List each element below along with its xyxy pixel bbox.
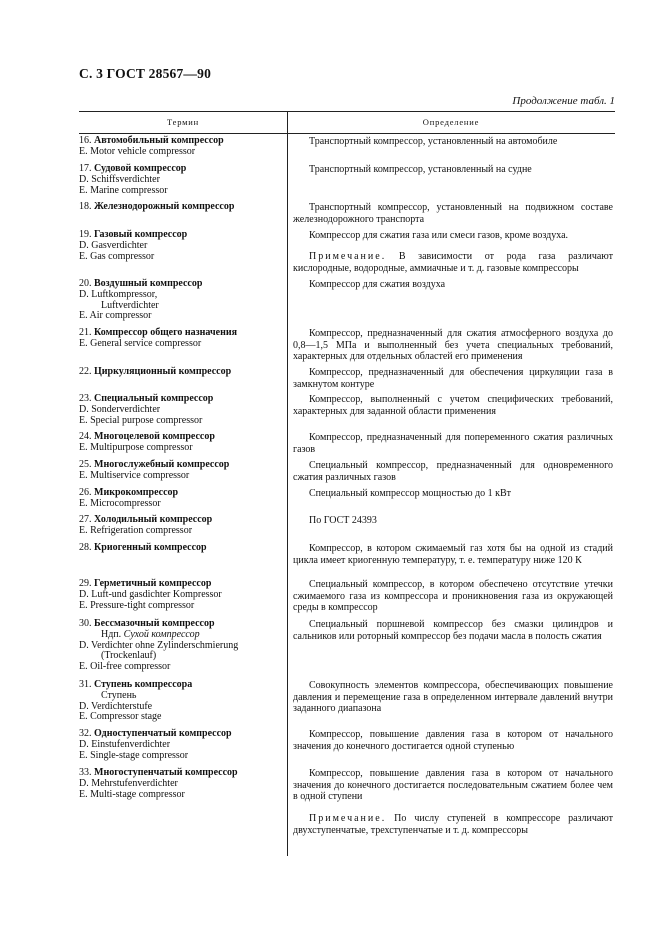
- term-cell: [79, 515, 281, 537]
- term-number: 23.: [79, 393, 92, 404]
- term-cell: [79, 729, 281, 761]
- term-cell: [79, 279, 281, 322]
- term-name: Многослужебный компрессор: [94, 459, 230, 470]
- term-name: Воздушный компрессор: [94, 278, 203, 289]
- term-name: Многоступенчатый компрессор: [94, 767, 238, 778]
- term-translation: (Trockenlauf): [101, 650, 157, 662]
- note-label: Примечание.: [309, 251, 387, 262]
- term-cell: [79, 488, 281, 510]
- table-continuation-label: Продолжение табл. 1: [512, 95, 615, 107]
- definition-cell: Компрессор, предназначенный для сжатия атмосферного воздуха до 0,8—1,5 МПа и выполненный без учета специальных требований, характерных для отдельных областей его применения: [293, 328, 613, 363]
- term-translation: E. Air compressor: [79, 310, 152, 322]
- term-translation: D. Gasverdichter: [79, 239, 148, 251]
- term-cell: [79, 543, 281, 554]
- term-cell: [79, 768, 281, 800]
- term-number: 26.: [79, 487, 92, 498]
- term-name: Автомобильный компрессор: [94, 135, 224, 146]
- term-number: 18.: [79, 201, 92, 212]
- npd-term: Сухой компрессор: [123, 628, 200, 640]
- term-number: 22.: [79, 366, 92, 377]
- term-number: 20.: [79, 278, 92, 289]
- npd-label: Ндп.: [101, 628, 122, 640]
- term-name: Многоцелевой компрессор: [94, 431, 215, 442]
- page-header: С. 3 ГОСТ 28567—90: [79, 66, 212, 81]
- definition-cell: Специальный компрессор, предназначенный для одновременного сжатия различных газов: [293, 460, 613, 483]
- column-header-definition: Определение: [422, 117, 480, 127]
- term-number: 33.: [79, 767, 92, 778]
- term-number: 32.: [79, 728, 92, 739]
- definition-cell: Компрессор, предназначенный для попеременного сжатия различных газов: [293, 432, 613, 455]
- definition-cell: Транспортный компрессор, установленный на автомобиле: [309, 136, 558, 147]
- definition-cell: Специальный поршневой компрессор без смазки цилиндров и сальников или роторный компрессор без подачи масла в полость сжатия: [293, 619, 613, 642]
- term-cell: [79, 680, 281, 723]
- term-translation: D. Verdichterstufe: [79, 700, 153, 712]
- term-translation: E. Multipurpose compressor: [79, 441, 193, 453]
- term-cell: [79, 230, 281, 262]
- definition-cell: Компрессор для сжатия газа или смеси газов, кроме воздуха.: [309, 230, 569, 241]
- definition-note: [293, 251, 613, 274]
- term-cell: [79, 136, 281, 158]
- definition-cell: Компрессор для сжатия воздуха: [309, 279, 446, 290]
- definition-cell: Компрессор, предназначенный для обеспечения циркуляции газа в замкнутом контуре: [293, 367, 613, 390]
- definition-cell: Транспортный компрессор, установленный на судне: [309, 164, 532, 175]
- term-cell: [79, 202, 281, 213]
- term-translation: E. Single-stage compressor: [79, 749, 189, 761]
- term-number: 21.: [79, 327, 92, 338]
- definition-cell: Совокупность элементов компрессора, обеспечивающих повышение давления и перемещение газа в определенном интервале давлений внутри заданного диапазона: [293, 680, 613, 715]
- term-cell: [79, 579, 281, 611]
- term-name: Железнодорожный компрессор: [94, 201, 235, 212]
- term-translation: D. Sonderverdichter: [79, 403, 161, 415]
- note-text: В зависимости от рода газа различают кислородные, водородные, аммиачные и т. д. газовые компрессоры: [293, 251, 613, 274]
- term-cell: [79, 367, 281, 378]
- term-translation: E. Gas compressor: [79, 250, 155, 262]
- term-number: 17.: [79, 163, 92, 174]
- note-label: Примечание.: [309, 813, 387, 824]
- definition-cell: Компрессор, выполненный с учетом специфических требований, характерных для заданной области применения: [293, 394, 613, 417]
- term-cell: [79, 619, 281, 673]
- term-number: 29.: [79, 578, 92, 589]
- definition-cell: По ГОСТ 24393: [309, 515, 377, 526]
- term-name: Компрессор общего назначения: [94, 327, 238, 338]
- terms-table: [79, 111, 615, 856]
- term-translation: E. Compressor stage: [79, 711, 162, 723]
- term-name: Газовый компрессор: [94, 229, 188, 240]
- term-number: 25.: [79, 459, 92, 470]
- term-name: Бессмазочный компрессор: [94, 618, 215, 629]
- term-number: 31.: [79, 679, 92, 690]
- definition-cell: Специальный компрессор, в котором обеспечено отсутствие утечки сжимаемого газа из компрессора и проникновения газа из окружающей среды в компрессор: [293, 579, 613, 614]
- term-name: Судовой компрессор: [94, 163, 187, 174]
- term-number: 27.: [79, 514, 92, 525]
- term-translation: D. Verdichter ohne Zylinderschmierung: [79, 639, 239, 651]
- term-number: 24.: [79, 431, 92, 442]
- term-cell: [79, 328, 281, 350]
- term-number: 30.: [79, 618, 92, 629]
- term-name: Специальный компрессор: [94, 393, 214, 404]
- term-name: Криогенный компрессор: [94, 542, 207, 553]
- term-name: Холодильный компрессор: [94, 514, 213, 525]
- term-number: 28.: [79, 542, 92, 553]
- definition-cell: Транспортный компрессор, установленный на подвижном составе железнодорожного транспорта: [293, 202, 613, 225]
- definition-cell: Компрессор, повышение давления газа в котором от начального значения до конечного достигается последовательным сжатием более чем в одной ступени: [293, 768, 613, 803]
- term-name: Ступень компрессора: [94, 679, 193, 690]
- term-translation: D. Einstufenverdichter: [79, 738, 171, 750]
- term-name: Циркуляционный компрессор: [94, 366, 232, 377]
- term-cell: [79, 164, 281, 196]
- definition-cell: Специальный компрессор мощностью до 1 кВт: [309, 488, 512, 499]
- term-name: Микрокомпрессор: [94, 487, 179, 498]
- definition-note: [293, 813, 613, 836]
- term-translation: D. Schiffsverdichter: [79, 173, 160, 185]
- term-translation: E. Marine compressor: [79, 184, 168, 196]
- definition-cell: Компрессор, в котором сжимаемый газ хотя бы на одной из стадий цикла имеет криогенную температуру, т. е. температуру ниже 120 К: [293, 543, 613, 566]
- term-cell: [79, 394, 281, 426]
- term-translation: D. Mehrstufenverdichter: [79, 777, 178, 789]
- table-header: [79, 112, 615, 134]
- term-cell: [79, 460, 281, 482]
- column-divider: [287, 112, 288, 856]
- term-translation: E. Multi-stage compressor: [79, 788, 185, 800]
- term-translation: E. Oil-free compressor: [79, 661, 171, 673]
- term-translation: Luftverdichter: [101, 299, 159, 311]
- term-short-form: Ступень: [101, 689, 137, 701]
- note-text: По числу ступеней в компрессоре различают двухступенчатые, трехступенчатые и т. д. компрессоры: [293, 813, 613, 836]
- term-translation: D. Luft-und gasdichter Kompressor: [79, 588, 222, 600]
- term-name: Герметичный компрессор: [94, 578, 212, 589]
- term-name: Одноступенчатый компрессор: [94, 728, 232, 739]
- term-translation: E. Refrigeration compressor: [79, 524, 193, 536]
- term-translation: E. Multiservice compressor: [79, 469, 190, 481]
- term-cell: [79, 432, 281, 454]
- term-number: 19.: [79, 229, 92, 240]
- definition-cell: Компрессор, повышение давления газа в котором от начального значения до конечного достигается одной ступенью: [293, 729, 613, 752]
- term-translation: E. Pressure-tight compressor: [79, 599, 195, 611]
- term-translation: D. Luftkompressor,: [79, 288, 158, 300]
- term-translation: E. Motor vehicle compressor: [79, 145, 196, 157]
- term-translation: E. Microcompressor: [79, 497, 161, 509]
- term-number: 16.: [79, 135, 92, 146]
- column-header-term: Термин: [166, 117, 200, 127]
- term-translation: E. General service compressor: [79, 337, 202, 349]
- term-translation: E. Special purpose compressor: [79, 414, 203, 426]
